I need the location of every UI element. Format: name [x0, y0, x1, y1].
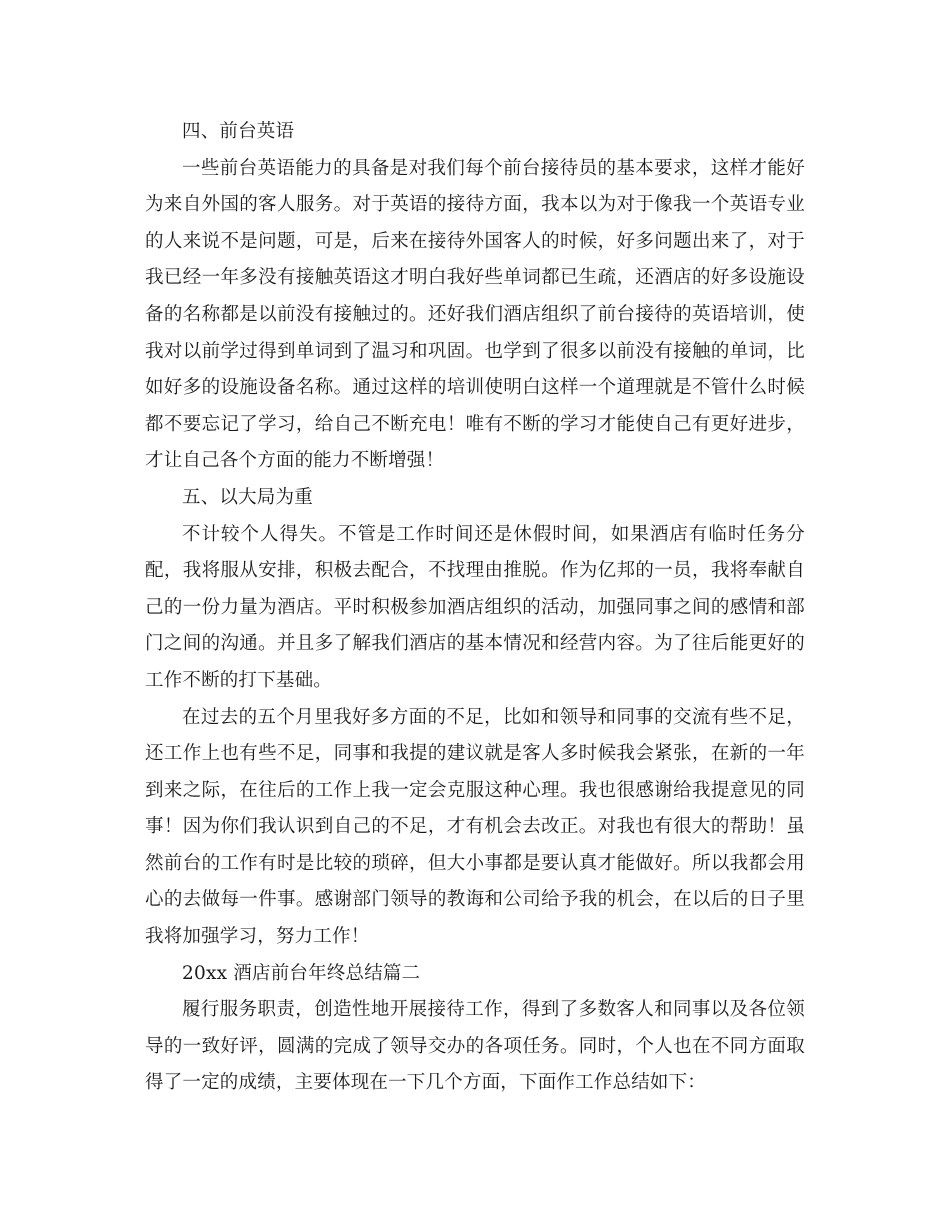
section-heading: 20xx 酒店前台年终总结篇二: [182, 962, 421, 984]
section-heading: 五、以大局为重: [182, 486, 313, 508]
section-heading: 四、前台英语: [182, 121, 295, 142]
paragraph: 履行服务职责，创造性地开展接待工作，得到了多数客人和同事以及各位领导的一致好评，圆满的完成了领导交办的各项任务。同时，个人也在不同方面取得了一定的成绩，主要体现在一下几个方面，下面作工作总结如下：: [145, 999, 805, 1094]
paragraph: 不计较个人得失。不管是工作时间还是休假时间，如果酒店有临时任务分配，我将服从安排，积极去配合，不找理由推脱。作为亿邦的一员，我将奉献自己的一份力量为酒店。平时积极参加酒店组织的活动，加强同事之间的感情和部门之间的沟通。并且多了解我们酒店的基本情况和经营内容。为了往后能更好的工作不断的打下基础。: [145, 523, 805, 691]
document-body: [145, 114, 805, 1102]
paragraph: 一些前台英语能力的具备是对我们每个前台接待员的基本要求，这样才能好为来自外国的客人服务。对于英语的接待方面，我本以为对于像我一个英语专业的人来说不是问题，可是，后来在接待外国客人的时候，好多问题出来了，对于我已经一年多没有接触英语这才明白我好些单词都已生疏，还酒店的好多设施设备的名称都是以前没有接触过的。还好我们酒店组织了前台接待的英语培训，使我对以前学过得到单词到了温习和巩固。也学到了很多以前没有接触的单词，比如好多的设施设备名称。通过这样的培训使明白这样一个道理就是不管什么时候都不要忘记了学习，给自己不断充电！唯有不断的学习才能使自己有更好进步，才让自己各个方面的能力不断增强！: [145, 157, 805, 472]
paragraph: 在过去的五个月里我好多方面的不足，比如和领导和同事的交流有些不足，还工作上也有些不足，同事和我提的建议就是客人多时候我会紧张，在新的一年到来之际，在往后的工作上我一定会克服这种心理。我也很感谢给我提意见的同事！因为你们我认识到自己的不足，才有机会去改正。对我也有很大的帮助！虽然前台的工作有时是比较的琐碎，但大小事都是要认真才能做好。所以我都会用心的去做每一件事。感谢部门领导的教诲和公司给予我的机会，在以后的日子里我将加强学习，努力工作！: [145, 706, 805, 948]
